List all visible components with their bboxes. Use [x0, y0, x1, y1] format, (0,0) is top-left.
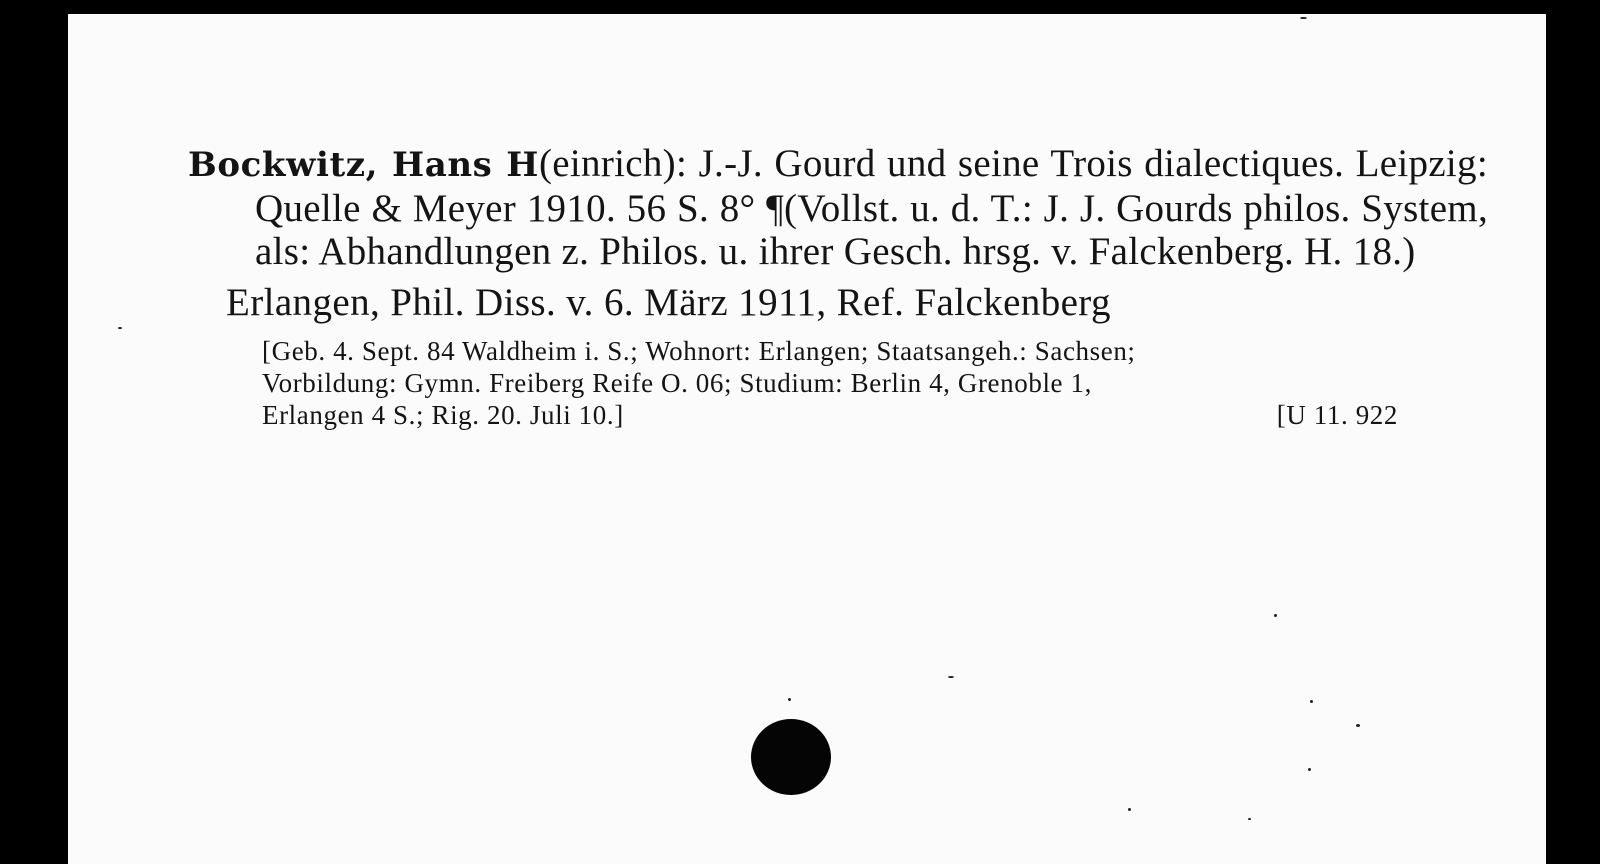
bibliographic-heading	[188, 142, 1488, 273]
author-name: Bockwitz, Hans H	[188, 145, 539, 185]
scan-speck	[1300, 17, 1307, 19]
scan-speck	[1248, 818, 1251, 820]
scan-speck	[1128, 808, 1131, 811]
scan-speck	[948, 676, 954, 678]
scan-speck	[1274, 614, 1277, 617]
catalog-card	[68, 14, 1546, 864]
dissertation-note: Erlangen, Phil. Diss. v. 6. März 1911, Ref. Falckenberg	[226, 281, 1111, 324]
bio-line-2: Vorbildung: Gymn. Freiberg Reife O. 06; Studium: Berlin 4, Grenoble 1,	[262, 368, 1092, 398]
title-description: : J.-J. Gourd und seine Trois dialectiques. Leipzig: Quelle & Meyer 1910. 56 S. 8° ¶(Vollst. u. d. T.: J. J. Gourds philos. System, als: Abhandlungen z. Philos. u. ihrer Gesch. hrsg. v. Falckenberg. H. 18.)	[255, 142, 1488, 273]
bio-line-3: Erlangen 4 S.; Rig. 20. Juli 10.]	[262, 400, 624, 430]
scan-speck	[788, 698, 791, 701]
punch-hole	[751, 719, 831, 795]
scan-speck	[1310, 700, 1313, 703]
shelfmark: [U 11. 922	[1276, 400, 1398, 430]
scan-speck	[118, 327, 122, 329]
scan-speck	[1356, 724, 1360, 727]
catalog-entry	[188, 142, 1488, 431]
bio-line-3-row	[262, 399, 1398, 431]
author-name-expansion: (einrich)	[539, 142, 676, 185]
scan-speck	[1308, 768, 1311, 771]
biographical-note	[262, 335, 1398, 431]
bio-line-1: [Geb. 4. Sept. 84 Waldheim i. S.; Wohnort: Erlangen; Staatsangeh.: Sachsen;	[262, 336, 1136, 366]
